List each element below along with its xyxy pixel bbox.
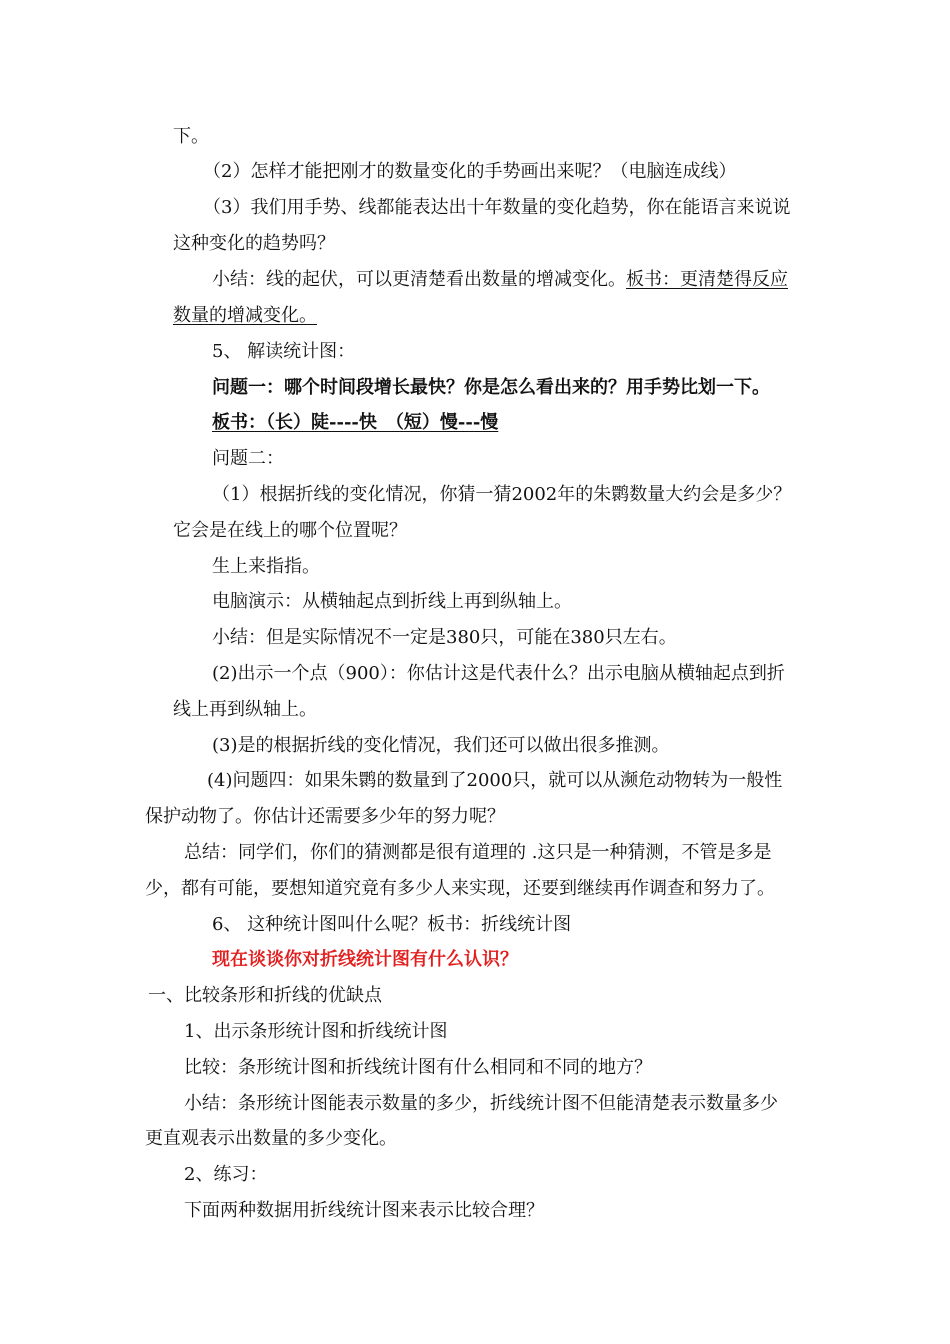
question-one: 问题一：哪个时间段增长最快？你是怎么看出来的？用手势比划一下。 (212, 377, 770, 398)
text-line: (2)出示一个点（900）：你估计这是代表什么？出示电脑从横轴起点到折 (212, 663, 785, 684)
section-heading: 5、 解读统计图： (212, 341, 356, 362)
board-note-continuation: 数量的增减变化。 (173, 305, 317, 326)
text-line: 2、练习： (184, 1164, 268, 1185)
board-note: 板书：更清楚得反应 (626, 269, 788, 290)
section-heading: 6、 这种统计图叫什么呢？板书：折线统计图 (212, 914, 572, 935)
text-line: 1、出示条形统计图和折线统计图 (184, 1021, 448, 1042)
text-line: 电脑演示：从横轴起点到折线上再到纵轴上。 (212, 591, 572, 612)
text-line: （2）怎样才能把刚才的数量变化的手势画出来呢？（电脑连成线） (203, 161, 737, 182)
text-line: 比较：条形统计图和折线统计图有什么相同和不同的地方？ (184, 1057, 652, 1078)
section-heading: 一、比较条形和折线的优缺点 (148, 985, 382, 1006)
text-line: 下面两种数据用折线统计图来表示比较合理？ (184, 1200, 544, 1221)
text-line: (4)问题四：如果朱鹮的数量到了2000只，就可以从濒危动物转为一般性 (207, 770, 783, 791)
text-line: （3）我们用手势、线都能表达出十年数量的变化趋势，你在能语言来说说 (203, 197, 791, 218)
text-line: 问题二： (212, 448, 284, 469)
text-line (212, 268, 788, 292)
text-line: 少，都有可能，要想知道究竟有多少人来实现，还要到继续再作调查和努力了。 (145, 878, 775, 899)
summary-text: 小结：线的起伏，可以更清楚看出数量的增减变化。 (212, 269, 626, 290)
text-line: 小结：条形统计图能表示数量的多少，折线统计图不但能清楚表示数量多少 (184, 1093, 778, 1114)
text-line: 线上再到纵轴上。 (173, 699, 317, 720)
text-line: 总结：同学们，你们的猜测都是很有道理的 .这只是一种猜测，不管是多是 (184, 842, 772, 863)
text-line: 下。 (173, 126, 209, 147)
text-line: 小结：但是实际情况不一定是380只，可能在380只左右。 (212, 627, 677, 648)
board-note: 板书：（长）陡----快 （短）慢---慢 (212, 412, 499, 433)
text-line: 生上来指指。 (212, 556, 320, 577)
text-line: 更直观表示出数量的多少变化。 (145, 1128, 397, 1149)
text-line: 这种变化的趋势吗？ (173, 233, 335, 254)
text-line: 保护动物了。你估计还需要多少年的努力呢？ (145, 806, 505, 827)
text-line: (3)是的根据折线的变化情况，我们还可以做出很多推测。 (212, 735, 670, 756)
highlight-question: 现在谈谈你对折线统计图有什么认识？ (212, 949, 518, 970)
text-line: 它会是在线上的哪个位置呢？ (173, 520, 407, 541)
text-line: （1）根据折线的变化情况，你猜一猜2002年的朱鹮数量大约会是多少？ (212, 484, 792, 505)
